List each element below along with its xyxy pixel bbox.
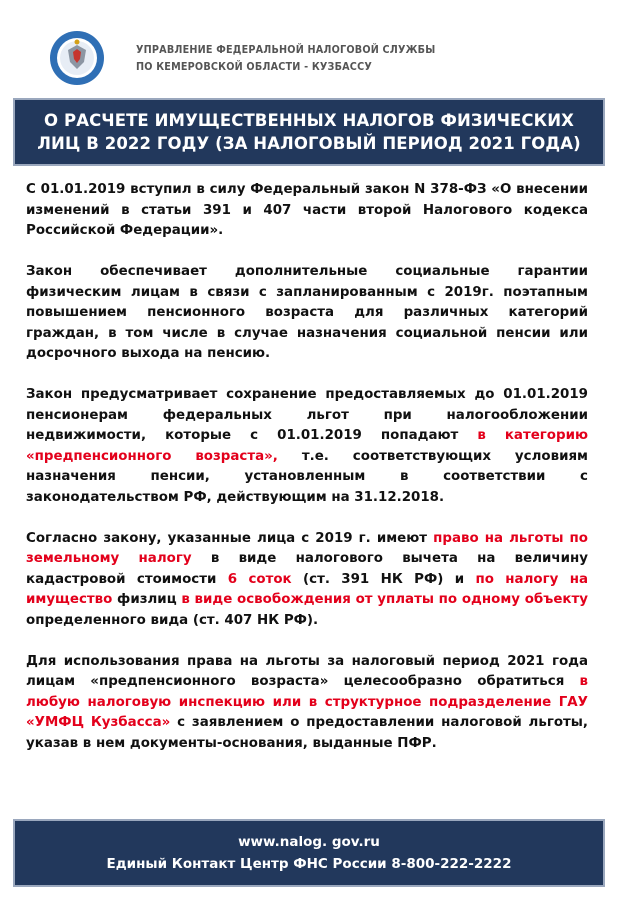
- paragraph-4: [26, 529, 588, 632]
- paragraph-5: [26, 652, 588, 755]
- p4-text-3: (ст. 391 НК РФ) и: [291, 571, 476, 587]
- footer-site-link[interactable]: www.nalog. gov.ru: [238, 834, 380, 850]
- org-name: [136, 42, 435, 76]
- title-banner: [13, 98, 605, 166]
- p3-text-2: т.е. соответствующих условиям назначения пенсии, установленным в соответствии с законодательством РФ, действующим на 31.12.2018.: [26, 448, 588, 505]
- p4-text-2: в виде налогового вычета на величину кадастровой стоимости: [26, 551, 588, 587]
- p4-text-1: Согласно закону, указанные лица с 2019 г. имеют: [26, 530, 434, 546]
- p5-highlight-1: в любую налоговую инспекцию или в структурное подразделение ГАУ «УМФЦ Кузбасса»: [26, 674, 588, 730]
- p4-highlight-2: 6 соток: [227, 571, 292, 587]
- p3-text-1: Закон предусматривает сохранение предоставляемых до 01.01.2019 пенсионерам федеральных льгот при налогообложении недвижимости, которые с 01.01.2019 попадают: [26, 387, 588, 443]
- p4-text-5: определенного вида (ст. 407 НК РФ).: [26, 612, 319, 628]
- p3-highlight-1: в категорию «предпенсионного возраста»,: [26, 428, 588, 464]
- p4-highlight-3: по налогу на имущество: [26, 571, 588, 607]
- header: [46, 28, 566, 88]
- footer-banner: [13, 819, 605, 887]
- p4-highlight-1: право на льготы по земельному налогу: [26, 530, 588, 566]
- article-body: [26, 180, 588, 775]
- paragraph-2: Закон обеспечивает дополнительные социальные гарантии физическим лицам в связи с запланированным с 2019г. поэтапным повышением пенсионного возраста для различных категорий граждан, в том числе в случае назначения социальной пенсии или досрочного выхода на пенсию.: [26, 264, 588, 361]
- p4-highlight-4: в виде освобождения от уплаты по одному объекту: [181, 592, 589, 607]
- p5-text-2: с заявлением о предоставлении налоговой льготы, указав в нем документы-основания, выданные ПФР.: [26, 715, 588, 751]
- p4-text-4: физлиц: [112, 592, 182, 607]
- footer-contact: Единый Контакт Центр ФНС России 8-800-222-2222: [106, 856, 512, 872]
- page-title: [37, 109, 580, 155]
- fns-emblem-icon: [46, 28, 108, 88]
- title-line-1: О РАСЧЕТЕ ИМУЩЕСТВЕННЫХ НАЛОГОВ ФИЗИЧЕСКИХ: [44, 111, 574, 130]
- title-line-2: ЛИЦ В 2022 ГОДУ (ЗА НАЛОГОВЫЙ ПЕРИОД 2021 ГОДА): [37, 134, 581, 153]
- paragraph-3: [26, 385, 588, 508]
- p5-text-1: Для использования права на льготы за налоговый период 2021 года лицам «предпенсионного возраста» целесообразно обратиться: [26, 653, 588, 689]
- org-line-2: ПО КЕМЕРОВСКОЙ ОБЛАСТИ - КУЗБАССУ: [136, 61, 372, 73]
- paragraph-1: С 01.01.2019 вступил в силу Федеральный закон N 378-ФЗ «О внесении изменений в статьи 391 и 407 части второй Налогового кодекса Российской Федерации».: [26, 182, 588, 238]
- org-line-1: УПРАВЛЕНИЕ ФЕДЕРАЛЬНОЙ НАЛОГОВОЙ СЛУЖБЫ: [136, 44, 436, 56]
